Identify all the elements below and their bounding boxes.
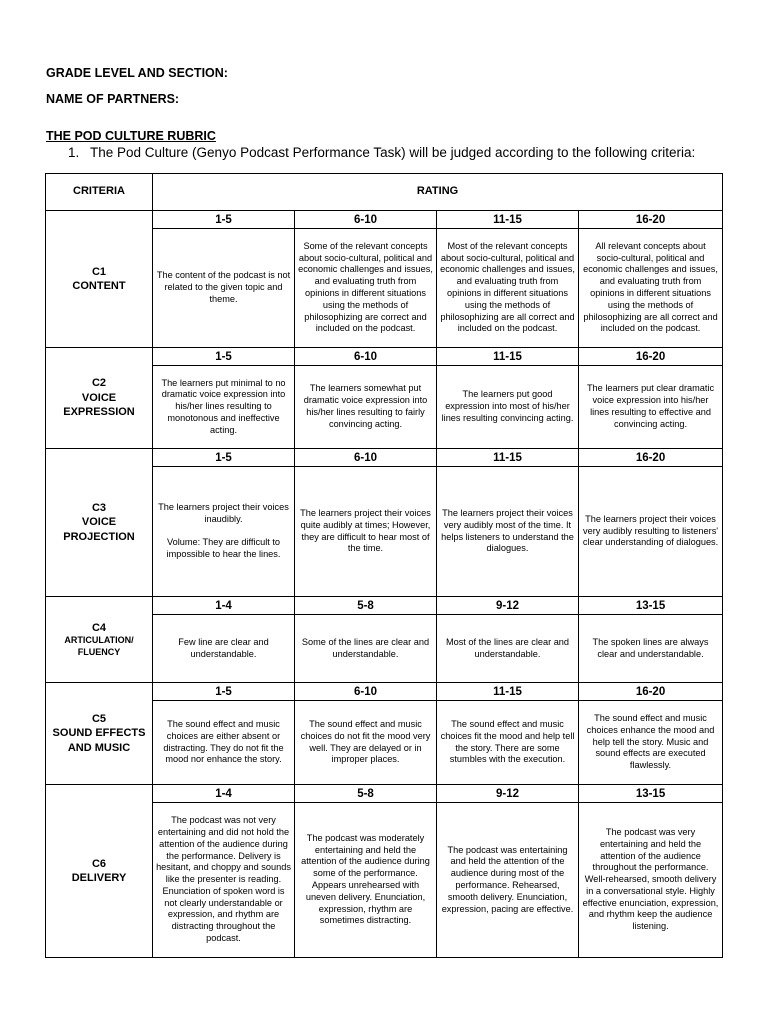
- range-cell: 6-10: [295, 211, 437, 229]
- criterion-code: C5: [91, 712, 107, 725]
- range-cell: 9-12: [437, 597, 579, 615]
- desc-cell: Most of the relevant concepts about socio-cultural, political and economic challenges and issues, and evaluating truth from opinions in different situations using the methods of philosophizing are all correct and included on the podcast.: [437, 229, 579, 348]
- range-cell: 11-15: [437, 348, 579, 366]
- desc-cell: Some of the lines are clear and understandable.: [295, 615, 437, 683]
- desc-cell: [153, 467, 295, 597]
- range-row-c2: [46, 348, 723, 366]
- partners-label: NAME OF PARTNERS:: [46, 92, 180, 106]
- desc-cell: The podcast was very entertaining and held the attention of the audience throughout the performance. Well-rehearsed, smooth delivery in a conversational style. Highly effective enunciation, expression, and rhythm keep the audience listening.: [579, 803, 723, 958]
- range-cell: 13-15: [579, 597, 723, 615]
- desc-cell: Some of the relevant concepts about socio-cultural, political and economic challenges and issues, and evaluating truth from opinions in different situations using the methods of philosophizing are correct and included on the podcast.: [295, 229, 437, 348]
- range-row-c5: [46, 683, 723, 701]
- range-cell: 6-10: [295, 683, 437, 701]
- range-cell: 11-15: [437, 449, 579, 467]
- criterion-c1: [46, 211, 153, 348]
- range-cell: 5-8: [295, 597, 437, 615]
- range-cell: 13-15: [579, 785, 723, 803]
- range-cell: 1-5: [153, 211, 295, 229]
- desc-cell: The podcast was moderately entertaining and held the attention of the audience during some of the performance. Appears unrehearsed with uneven delivery. Enunciation, expression, rhythm are sometimes distracting.: [295, 803, 437, 958]
- range-cell: 16-20: [579, 348, 723, 366]
- range-row-c3: [46, 449, 723, 467]
- criterion-code: C1: [91, 265, 107, 278]
- desc-cell: Few line are clear and understandable.: [153, 615, 295, 683]
- criterion-c6: [46, 785, 153, 958]
- rating-header: RATING: [153, 174, 723, 211]
- item-text: The Pod Culture (Genyo Podcast Performance Task) will be judged according to the following criteria:: [90, 145, 696, 160]
- desc-extra-text: Volume: They are difficult to impossible to hear the lines.: [166, 537, 281, 559]
- desc-cell: The learners put good expression into most of his/her lines resulting convincing acting.: [437, 366, 579, 449]
- range-cell: 11-15: [437, 683, 579, 701]
- rubric-title: THE POD CULTURE RUBRIC: [46, 129, 216, 143]
- item-number: 1.: [68, 145, 80, 160]
- criterion-name: VOICE EXPRESSION: [63, 391, 135, 419]
- range-cell: 1-5: [153, 348, 295, 366]
- desc-cell: All relevant concepts about socio-cultural, political and economic challenges and issues, and evaluating truth from opinions in different situations using the methods of philosophizing are all correct and included on the podcast.: [579, 229, 723, 348]
- range-cell: 5-8: [295, 785, 437, 803]
- desc-cell: The learners project their voices very audibly resulting to listeners' clear understanding of dialogues.: [579, 467, 723, 597]
- desc-cell: The sound effect and music choices enhance the mood and help tell the story. Music and sound effects are executed flawlessly.: [579, 701, 723, 785]
- table-header-row: [46, 174, 723, 211]
- range-cell: 1-5: [153, 683, 295, 701]
- range-cell: 6-10: [295, 348, 437, 366]
- criteria-header: CRITERIA: [46, 174, 153, 211]
- range-cell: 1-4: [153, 597, 295, 615]
- desc-cell: The learners put minimal to no dramatic voice expression into his/her lines resulting to monotonous and ineffective acting.: [153, 366, 295, 449]
- criterion-code: C2: [91, 377, 107, 390]
- criterion-name: ARTICULATION/ FLUENCY: [64, 634, 134, 657]
- criterion-name: VOICE PROJECTION: [63, 516, 135, 543]
- desc-cell: The podcast was entertaining and held the attention of the audience during most of the performance. Rehearsed, smooth delivery. Enunciation, expression, pacing are effective.: [437, 803, 579, 958]
- range-cell: 1-5: [153, 449, 295, 467]
- desc-cell: The sound effect and music choices do not fit the mood very well. They are delayed or in improper places.: [295, 701, 437, 785]
- desc-cell: The learners put clear dramatic voice expression into his/her lines resulting to effective and convincing acting.: [579, 366, 723, 449]
- desc-cell: The learners project their voices quite audibly at times; However, they are difficult to hear most of the time.: [295, 467, 437, 597]
- grade-level-label: GRADE LEVEL AND SECTION:: [46, 66, 228, 80]
- desc-cell: The learners project their voices very audibly most of the time. It helps listeners to understand the dialogues.: [437, 467, 579, 597]
- range-cell: 16-20: [579, 211, 723, 229]
- range-cell: 1-4: [153, 785, 295, 803]
- desc-cell: The spoken lines are always clear and understandable.: [579, 615, 723, 683]
- range-row-c6: [46, 785, 723, 803]
- range-cell: 16-20: [579, 683, 723, 701]
- criterion-name: DELIVERY: [71, 872, 127, 884]
- desc-cell: The sound effect and music choices are either absent or distracting. They do not fit the mood nor enhance the story.: [153, 701, 295, 785]
- desc-cell: The podcast was not very entertaining and did not hold the attention of the audience during the performance. Delivery is hesitant, and choppy and sounds like the presenter is reading. Enunciation of spoken word is not clearly understandable or expression, and rhythm are distracting throughout the podcast.: [153, 803, 295, 958]
- criterion-c2: [46, 348, 153, 449]
- rubric-table: [45, 173, 723, 958]
- criterion-code: C3: [91, 501, 107, 514]
- desc-cell: The sound effect and music choices fit the mood and help tell the story. There are some stumbles with the execution.: [437, 701, 579, 785]
- criterion-name: SOUND EFFECTS AND MUSIC: [52, 727, 146, 754]
- range-row-c1: [46, 211, 723, 229]
- criterion-code: C4: [91, 621, 107, 634]
- range-cell: 6-10: [295, 449, 437, 467]
- desc-cell: Most of the lines are clear and understandable.: [437, 615, 579, 683]
- criterion-name: CONTENT: [72, 280, 126, 292]
- rubric-instruction: [68, 145, 733, 160]
- desc-cell: The learners somewhat put dramatic voice expression into his/her lines resulting to fairly convincing acting.: [295, 366, 437, 449]
- range-cell: 11-15: [437, 211, 579, 229]
- criterion-c3: [46, 449, 153, 597]
- range-cell: 16-20: [579, 449, 723, 467]
- range-row-c4: [46, 597, 723, 615]
- criterion-code: C6: [91, 857, 107, 870]
- criterion-c4: [46, 597, 153, 683]
- desc-cell: The content of the podcast is not related to the given topic and theme.: [153, 229, 295, 348]
- criterion-c5: [46, 683, 153, 785]
- desc-text: The learners project their voices inaudibly.: [158, 502, 289, 525]
- range-cell: 9-12: [437, 785, 579, 803]
